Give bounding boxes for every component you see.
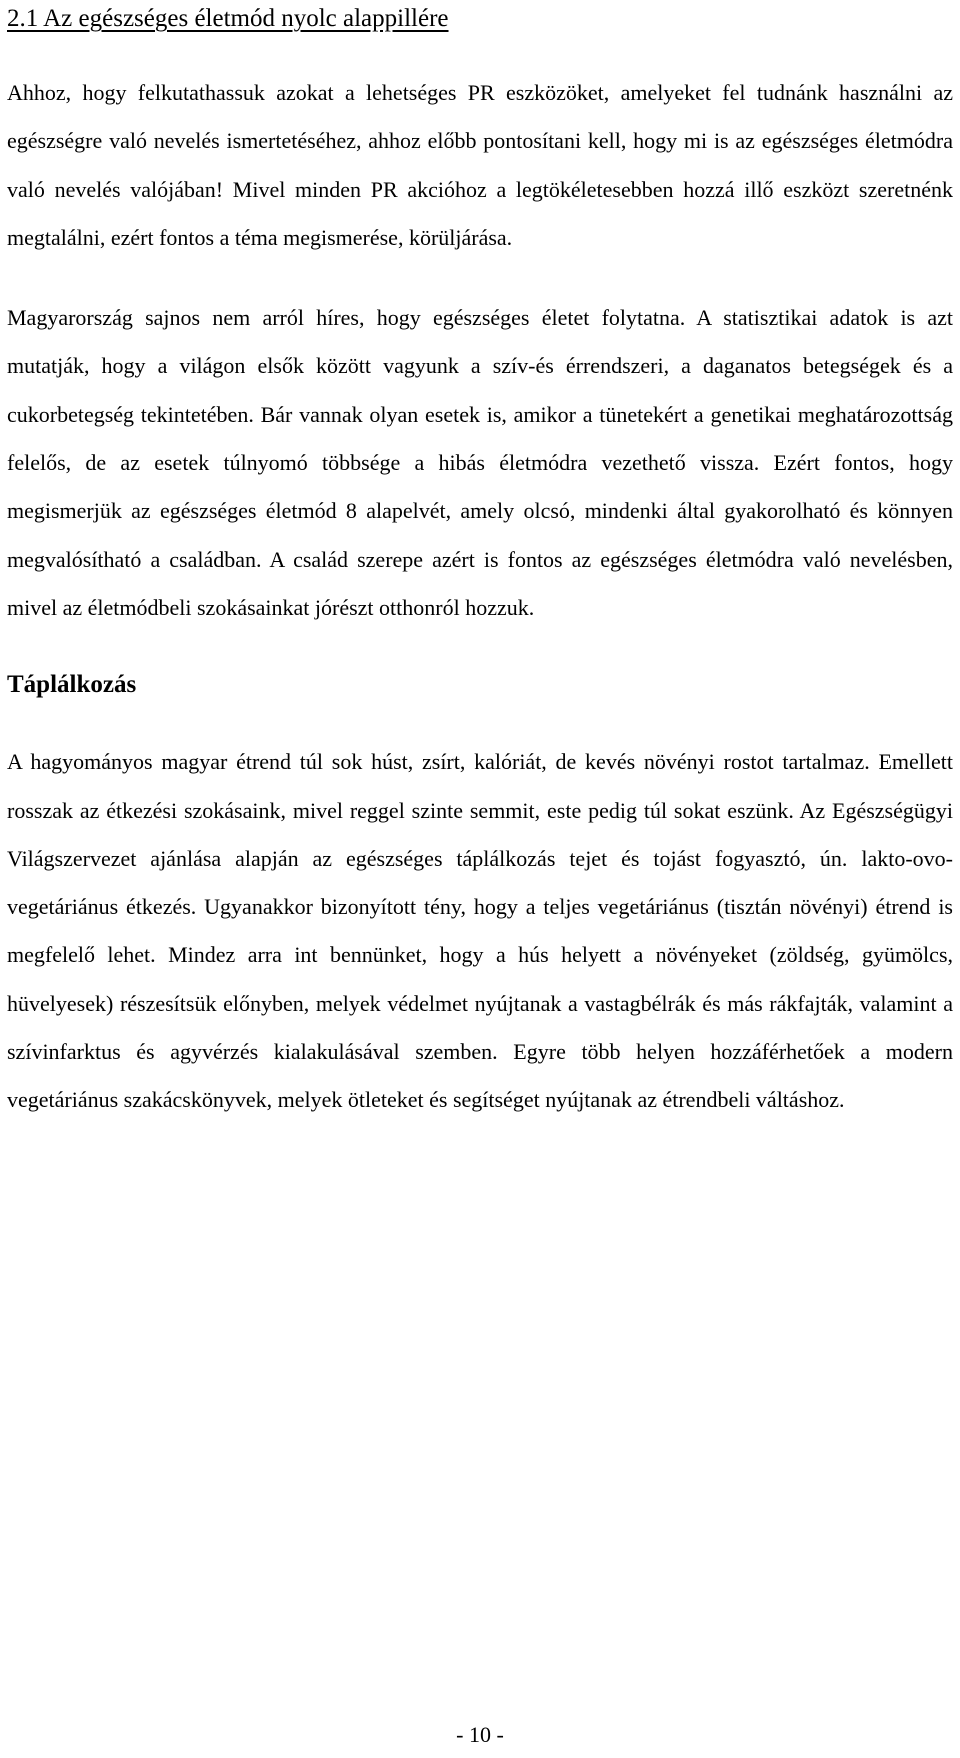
subsection-title: Táplálkozás — [7, 671, 137, 699]
intro-paragraph: Ahhoz, hogy felkutathassuk azokat a lehetséges PR eszközöket, amelyeket fel tudnánk használni az egészségre való nevelés ismertetéséhez, ahhoz előbb pontosítani kell, hogy mi is az egészséges életmódra való nevelés valójában! Mivel minden PR akcióhoz a legtökéletesebben hozzá illő eszközt szeretnénk megtalálni, ezért fontos a téma megismerése, körüljárása. — [7, 80, 953, 250]
document-page — [7, 0, 953, 1125]
section-title: 2.1 Az egészséges életmód nyolc alappillére — [7, 5, 449, 32]
nutrition-paragraph: A hagyományos magyar étrend túl sok húst, zsírt, kalóriát, de kevés növényi rostot tartalmaz. Emellett rosszak az étkezési szokásaink, mivel reggel szinte semmit, este pedig túl sokat eszünk. Az Egészségügyi Világszervezet ajánlása alapján az egészséges táplálkozás tejet és tojást fogyasztó, ún. lakto-ovo-vegetáriánus étkezés. Ugyanakkor bizonyított tény, hogy a teljes vegetáriánus (tisztán növényi) étrend is megfelelő lehet. Mindez arra int bennünket, hogy a hús helyett a növényeket (zöldség, gyümölcs, hüvelyesek) részesítsük előnyben, melyek védelmet nyújtanak a vastagbélrák és más rákfajták, valamint a szívinfarktus és agyvérzés kialakulásával szemben. Egyre több helyen hozzáférhetőek a modern vegetáriánus szakácskönyvek, melyek ötleteket és segítséget nyújtanak az étrendbeli váltáshoz. — [7, 749, 953, 1113]
statistics-paragraph: Magyarország sajnos nem arról híres, hogy egészséges életet folytatna. A statisztikai adatok is azt mutatják, hogy a világon elsők között vagyunk a szív-és érrendszeri, a daganatos betegségek és a cukorbetegség tekintetében. Bár vannak olyan esetek is, amikor a tünetekért a genetikai meghatározottság felelős, de az esetek túlnyomó többsége a hibás életmódra vezethető vissza. Ezért fontos, hogy megismerjük az egészséges életmód 8 alapelvét, amely olcsó, mindenki által gyakorolható és könnyen megvalósítható a családban. A család szerepe azért is fontos az egészséges életmódra való nevelésben, mivel az életmódbeli szokásainkat jórészt otthonról hozzuk. — [7, 305, 953, 620]
page-number: - 10 - — [456, 1722, 504, 1747]
